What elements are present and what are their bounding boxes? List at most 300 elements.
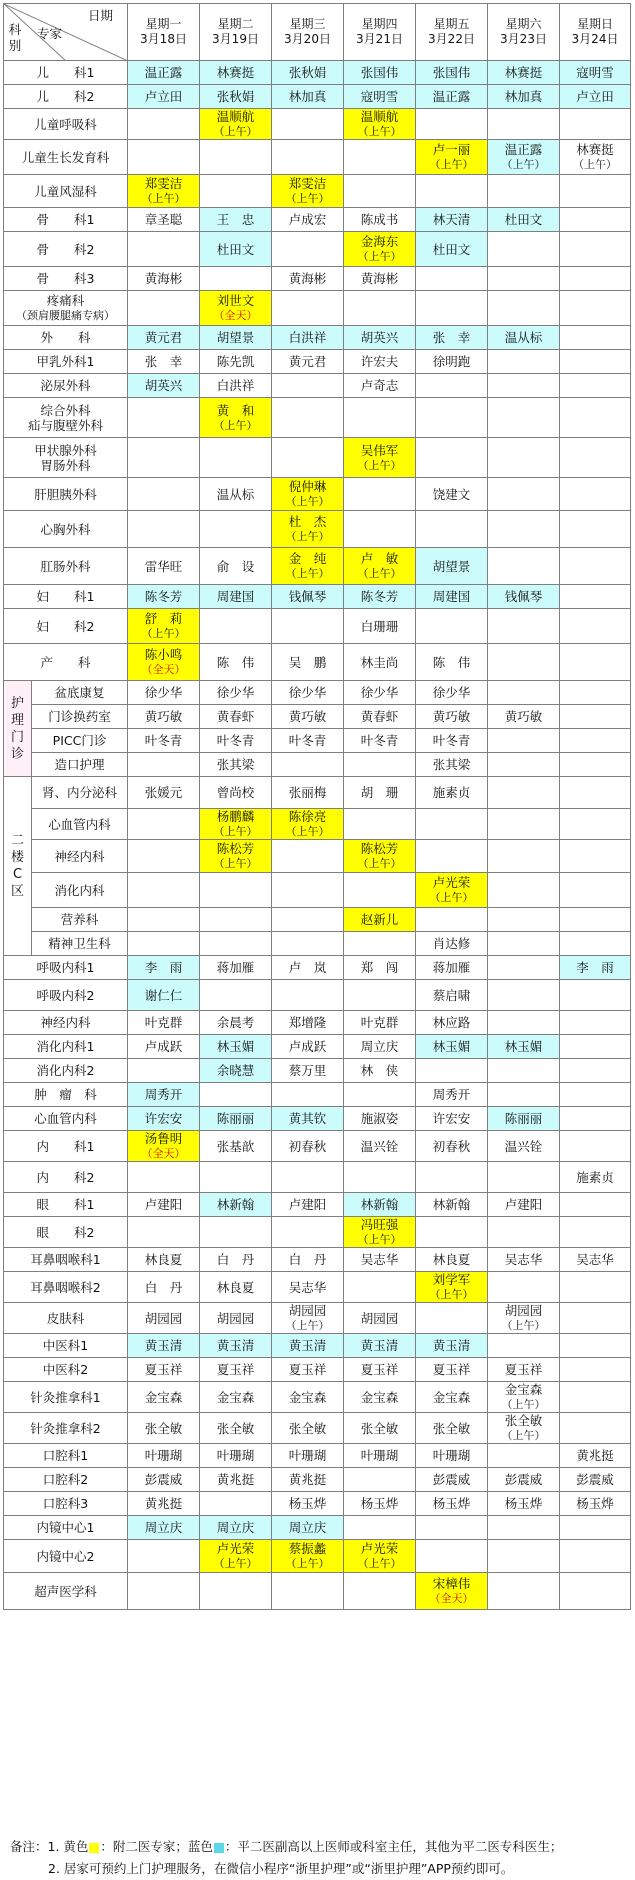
doctor-cell (128, 1217, 200, 1248)
doctor-cell (416, 1516, 488, 1540)
doctor-cell (488, 753, 560, 777)
department-name: 眼 科1 (36, 1197, 95, 1212)
doctor-name: 卢 岚 (288, 960, 327, 975)
doctor-cell (344, 932, 416, 956)
doctor-cell (128, 1248, 200, 1272)
all-day-note: （全天） (141, 663, 186, 676)
doctor-cell (560, 232, 631, 267)
doctor-name: 徐少华 (360, 685, 399, 700)
department-cell (4, 1382, 128, 1413)
doctor-cell (200, 109, 272, 140)
doctor-name: 温顺航 (216, 109, 255, 124)
doctor-cell (560, 932, 631, 956)
doctor-name: 冯旺强 (360, 1217, 399, 1232)
doctor-cell (488, 980, 560, 1011)
doctor-cell (560, 681, 631, 705)
doctor-cell (344, 809, 416, 840)
doctor-name: 陈 伟 (432, 654, 471, 670)
doctor-cell (488, 585, 560, 609)
department-name: 精神卫生科 (48, 936, 111, 951)
doctor-cell (272, 681, 344, 705)
doctor-cell (488, 1382, 560, 1413)
doctor-name: 卢成跃 (144, 1039, 183, 1054)
doctor-cell (200, 438, 272, 478)
schedule-row (4, 1217, 631, 1248)
doctor-cell (200, 140, 272, 175)
doctor-cell (128, 1413, 200, 1444)
doctor-cell (488, 1413, 560, 1444)
doctor-name: 俞 设 (216, 558, 255, 574)
schedule-row (4, 398, 631, 438)
schedule-row (4, 753, 631, 777)
schedule-row (4, 840, 631, 873)
doctor-name: 周立庆 (288, 1520, 327, 1535)
doctor-cell (416, 1413, 488, 1444)
doctor-cell (488, 350, 560, 374)
department-name: 心血管内科 (34, 1111, 97, 1126)
doctor-name: 卢奇志 (360, 378, 399, 393)
doctor-name: 徐少华 (288, 685, 327, 700)
doctor-cell (488, 478, 560, 511)
doctor-name: 曾尚校 (216, 785, 255, 800)
schedule-row (4, 350, 631, 374)
doctor-cell (560, 609, 631, 644)
doctor-name: 吴 鹏 (288, 654, 327, 670)
department-cell (32, 873, 128, 908)
doctor-cell (272, 932, 344, 956)
doctor-name: 蔡万里 (288, 1063, 327, 1078)
doctor-cell (344, 398, 416, 438)
doctor-cell (200, 1468, 272, 1492)
department-name: 心胸外科 (40, 521, 91, 537)
doctor-cell (128, 208, 200, 232)
doctor-cell (128, 1358, 200, 1382)
department-cell (4, 980, 128, 1011)
all-day-note: （全天） (213, 309, 258, 322)
morning-note: （上午） (501, 158, 546, 171)
doctor-cell (488, 208, 560, 232)
morning-note: （上午） (357, 1233, 402, 1246)
morning-note: （上午） (213, 125, 258, 138)
doctor-name: 黄其钦 (288, 1111, 327, 1126)
nursing-group-label (4, 681, 32, 777)
doctor-name: 温从标 (216, 486, 255, 502)
doctor-cell (560, 1334, 631, 1358)
doctor-name: 刘学军 (432, 1272, 471, 1287)
doctor-cell (344, 753, 416, 777)
morning-note: （上午） (357, 567, 402, 580)
doctor-name: 温正露 (144, 65, 183, 80)
schedule-row (4, 956, 631, 980)
doctor-cell (128, 1468, 200, 1492)
doctor-cell (344, 873, 416, 908)
doctor-name: 许宏安 (144, 1111, 183, 1126)
department-cell (4, 1217, 128, 1248)
doctor-cell (416, 1573, 488, 1610)
doctor-name: 黄玉清 (216, 1338, 255, 1353)
footnote-text: 备注：1. 黄色 (10, 1839, 89, 1854)
doctor-cell (272, 109, 344, 140)
doctor-cell (272, 1059, 344, 1083)
doctor-cell (344, 175, 416, 208)
schedule-row (4, 1011, 631, 1035)
doctor-cell (344, 511, 416, 548)
department-subtitle: 胃肠外科 (40, 457, 91, 473)
doctor-name: 初春秋 (288, 1138, 327, 1154)
doctor-name: 卢 敏 (360, 551, 399, 566)
doctor-cell (488, 1248, 560, 1272)
doctor-cell (272, 609, 344, 644)
doctor-name: 白 丹 (216, 1252, 255, 1267)
doctor-name: 赵新儿 (360, 912, 399, 927)
department-cell (32, 729, 128, 753)
doctor-cell (272, 873, 344, 908)
schedule-row (4, 1303, 631, 1334)
doctor-cell (200, 809, 272, 840)
doctor-name: 杜田文 (432, 241, 471, 257)
schedule-row (4, 175, 631, 208)
schedule-row (4, 61, 631, 85)
doctor-cell (272, 1334, 344, 1358)
department-name: 口腔科3 (42, 1496, 89, 1511)
schedule-row (4, 1193, 631, 1217)
department-cell (4, 1035, 128, 1059)
doctor-cell (488, 175, 560, 208)
doctor-cell (128, 705, 200, 729)
expert-axis-label: 专家 (37, 26, 63, 41)
morning-note: （上午） (213, 857, 258, 870)
doctor-cell (560, 840, 631, 873)
doctor-cell (200, 644, 272, 681)
doctor-name: 张国伟 (360, 65, 399, 80)
doctor-cell (416, 585, 488, 609)
doctor-cell (200, 777, 272, 809)
doctor-name: 施淑姿 (360, 1111, 399, 1126)
doctor-cell (560, 1303, 631, 1334)
doctor-cell (200, 548, 272, 585)
doctor-name: 黄春虾 (216, 709, 255, 724)
department-cell (4, 956, 128, 980)
department-subtitle: 疝与腹壁外科 (27, 417, 103, 433)
morning-note: （上午） (285, 495, 330, 508)
doctor-cell (488, 140, 560, 175)
doctor-cell (344, 1193, 416, 1217)
doctor-name: 叶克群 (360, 1015, 399, 1030)
doctor-name: 陈松芳 (216, 841, 255, 856)
department-cell (4, 208, 128, 232)
schedule-row (4, 85, 631, 109)
schedule-row (4, 1083, 631, 1107)
doctor-cell (488, 511, 560, 548)
doctor-name: 黄兆挺 (216, 1472, 255, 1487)
doctor-cell (272, 1444, 344, 1468)
doctor-name: 林良夏 (144, 1252, 183, 1267)
schedule-row (4, 1444, 631, 1468)
doctor-name: 黄海彬 (288, 271, 327, 286)
doctor-cell (488, 932, 560, 956)
doctor-cell (488, 232, 560, 267)
schedule-row (4, 1413, 631, 1444)
schedule-row (4, 1035, 631, 1059)
doctor-cell (344, 1162, 416, 1193)
doctor-cell (128, 1382, 200, 1413)
doctor-cell (560, 1358, 631, 1382)
doctor-cell (560, 109, 631, 140)
doctor-cell (200, 175, 272, 208)
doctor-cell (272, 585, 344, 609)
doctor-cell (344, 291, 416, 326)
doctor-cell (200, 350, 272, 374)
doctor-name: 章圣聪 (144, 212, 183, 227)
doctor-cell (272, 956, 344, 980)
department-name: 消化内科1 (36, 1039, 95, 1054)
date-label: 3月24日 (571, 32, 619, 46)
doctor-cell (560, 1059, 631, 1083)
doctor-cell (416, 1358, 488, 1382)
doctor-name: 张丽梅 (288, 785, 327, 800)
doctor-cell (128, 232, 200, 267)
morning-note: （上午） (357, 458, 402, 472)
doctor-cell (272, 1492, 344, 1516)
doctor-cell (488, 1107, 560, 1131)
doctor-name: 饶建文 (432, 486, 471, 502)
doctor-cell (416, 908, 488, 932)
doctor-cell (200, 1011, 272, 1035)
doctor-name: 余晨考 (216, 1015, 255, 1030)
department-name: 儿童呼吸科 (34, 116, 97, 132)
department-name: 中医科1 (42, 1338, 89, 1353)
doctor-name: 周建国 (432, 589, 471, 604)
doctor-name: 林天清 (432, 212, 471, 227)
doctor-cell (272, 1272, 344, 1303)
doctor-name: 彭震威 (576, 1472, 614, 1487)
doctor-cell (560, 374, 631, 398)
doctor-cell (200, 478, 272, 511)
doctor-cell (128, 267, 200, 291)
doctor-name: 许宏安 (432, 1111, 471, 1126)
doctor-cell (344, 208, 416, 232)
doctor-cell (416, 609, 488, 644)
doctor-cell (200, 1083, 272, 1107)
department-name: 皮肤科 (46, 1310, 85, 1326)
department-cell (4, 140, 128, 175)
doctor-cell (200, 1035, 272, 1059)
doctor-name: 白 丹 (288, 1252, 327, 1267)
doctor-cell (272, 644, 344, 681)
doctor-name: 林新翰 (216, 1197, 255, 1212)
doctor-cell (488, 777, 560, 809)
department-cell (32, 840, 128, 873)
doctor-cell (488, 1083, 560, 1107)
doctor-cell (488, 398, 560, 438)
doctor-cell (200, 1382, 272, 1413)
doctor-name: 郑雯洁 (288, 176, 327, 191)
doctor-cell (344, 109, 416, 140)
doctor-cell (344, 232, 416, 267)
doctor-cell (272, 61, 344, 85)
doctor-name: 张其梁 (216, 757, 255, 772)
department-name: 骨 科2 (36, 241, 95, 257)
doctor-cell (416, 1334, 488, 1358)
morning-note: （上午） (285, 1319, 330, 1332)
doctor-cell (560, 908, 631, 932)
doctor-name: 夏玉祥 (360, 1362, 399, 1377)
department-cell (4, 1193, 128, 1217)
doctor-name: 陈 伟 (216, 654, 255, 670)
doctor-name: 叶冬青 (144, 733, 183, 748)
doctor-name: 寇明雪 (576, 65, 614, 80)
doctor-name: 张全敏 (288, 1420, 327, 1436)
doctor-cell (200, 1573, 272, 1610)
doctor-cell (416, 644, 488, 681)
morning-note: （上午） (141, 192, 186, 205)
doctor-name: 陈冬芳 (144, 589, 183, 604)
doctor-cell (416, 398, 488, 438)
doctor-cell (344, 644, 416, 681)
day-header (416, 4, 488, 61)
doctor-cell (200, 840, 272, 873)
doctor-cell (128, 840, 200, 873)
doctor-name: 卢立田 (144, 89, 183, 104)
doctor-cell (416, 511, 488, 548)
doctor-cell (344, 1083, 416, 1107)
doctor-cell (128, 609, 200, 644)
morning-note: （上午） (429, 891, 474, 904)
doctor-name: 施素贞 (432, 785, 471, 800)
doctor-cell (416, 1382, 488, 1413)
doctor-name: 金 纯 (288, 551, 327, 566)
doctor-cell (272, 1382, 344, 1413)
doctor-name: 卢成宏 (288, 212, 327, 227)
doctor-cell (344, 478, 416, 511)
department-cell (4, 1334, 128, 1358)
doctor-name: 张其梁 (432, 757, 471, 772)
morning-note: （上午） (285, 1557, 330, 1570)
department-name: 耳鼻咽喉科1 (30, 1252, 101, 1267)
department-cell (4, 1358, 128, 1382)
doctor-name: 蒋加雁 (216, 960, 255, 975)
doctor-cell (344, 267, 416, 291)
doctor-cell (344, 777, 416, 809)
schedule-row (4, 1540, 631, 1573)
doctor-cell (272, 232, 344, 267)
doctor-name: 林良夏 (432, 1252, 471, 1267)
doctor-cell (488, 1444, 560, 1468)
doctor-cell (128, 1492, 200, 1516)
doctor-cell (344, 908, 416, 932)
doctor-name: 张秋娟 (288, 65, 327, 80)
doctor-cell (416, 840, 488, 873)
department-name: 消化内科2 (36, 1063, 95, 1078)
doctor-cell (272, 1011, 344, 1035)
doctor-name: 周秀开 (432, 1087, 471, 1102)
doctor-cell (128, 1107, 200, 1131)
doctor-name: 林新翰 (432, 1197, 471, 1212)
department-cell (32, 681, 128, 705)
department-name: 儿 科1 (36, 65, 95, 80)
department-name: 针灸推拿科1 (30, 1389, 101, 1405)
date-label: 3月19日 (212, 32, 259, 46)
doctor-name: 雷华旺 (144, 558, 183, 574)
doctor-cell (128, 729, 200, 753)
doctor-cell (128, 1059, 200, 1083)
doctor-cell (488, 1540, 560, 1573)
doctor-cell (344, 840, 416, 873)
doctor-cell (560, 1468, 631, 1492)
department-cell (4, 85, 128, 109)
department-name: 泌尿外科 (40, 378, 91, 393)
department-name: 眼 科2 (36, 1224, 95, 1240)
doctor-cell (416, 1131, 488, 1162)
department-name: 儿童风湿科 (34, 183, 97, 199)
doctor-name: 黄 和 (216, 402, 255, 418)
morning-note: （上午） (429, 1288, 474, 1301)
doctor-cell (200, 681, 272, 705)
department-cell (4, 1162, 128, 1193)
department-name: 妇 科2 (36, 618, 95, 634)
doctor-name: 黄玉清 (288, 1338, 327, 1353)
department-name: 疼痛科 (46, 293, 85, 308)
doctor-cell (344, 956, 416, 980)
doctor-name: 黄玉清 (144, 1338, 183, 1353)
department-cell (4, 1413, 128, 1444)
doctor-name: 周立庆 (144, 1520, 183, 1535)
doctor-name: 杨玉烨 (288, 1496, 327, 1511)
doctor-cell (416, 61, 488, 85)
doctor-name: 郑增隆 (288, 1015, 327, 1030)
morning-note: （上午） (501, 1429, 546, 1442)
doctor-cell (344, 1334, 416, 1358)
weekday-label: 星期一 (145, 17, 182, 31)
doctor-cell (200, 908, 272, 932)
morning-note: （上午） (213, 825, 258, 838)
doctor-cell (344, 1444, 416, 1468)
weekday-label: 星期四 (361, 17, 398, 31)
footnote-text: ：附二医专家；蓝色 (100, 1839, 213, 1854)
doctor-name: 黄兆挺 (288, 1472, 327, 1487)
department-name: 甲乳外科1 (36, 354, 95, 369)
schedule-row (4, 232, 631, 267)
doctor-name: 温兴铨 (504, 1138, 543, 1154)
doctor-name: 林玉媚 (432, 1039, 471, 1054)
doctor-cell (128, 908, 200, 932)
morning-note: （上午） (501, 1319, 546, 1332)
doctor-cell (560, 350, 631, 374)
department-cell (32, 705, 128, 729)
department-cell (4, 61, 128, 85)
doctor-name: 蔡振蠡 (288, 1541, 327, 1556)
day-header (272, 4, 344, 61)
doctor-name: 张国伟 (432, 65, 471, 80)
doctor-cell (128, 61, 200, 85)
doctor-cell (128, 956, 200, 980)
doctor-name: 卢光荣 (432, 875, 471, 890)
doctor-cell (488, 438, 560, 478)
doctor-cell (416, 267, 488, 291)
doctor-cell (200, 1162, 272, 1193)
doctor-cell (200, 374, 272, 398)
doctor-cell (416, 208, 488, 232)
department-cell (4, 1492, 128, 1516)
doctor-cell (272, 908, 344, 932)
doctor-cell (560, 267, 631, 291)
doctor-cell (344, 438, 416, 478)
doctor-cell (560, 1272, 631, 1303)
doctor-cell (200, 1107, 272, 1131)
doctor-name: 金宝森 (360, 1389, 399, 1405)
schedule-row (4, 438, 631, 478)
doctor-name: 白 丹 (144, 1279, 183, 1295)
